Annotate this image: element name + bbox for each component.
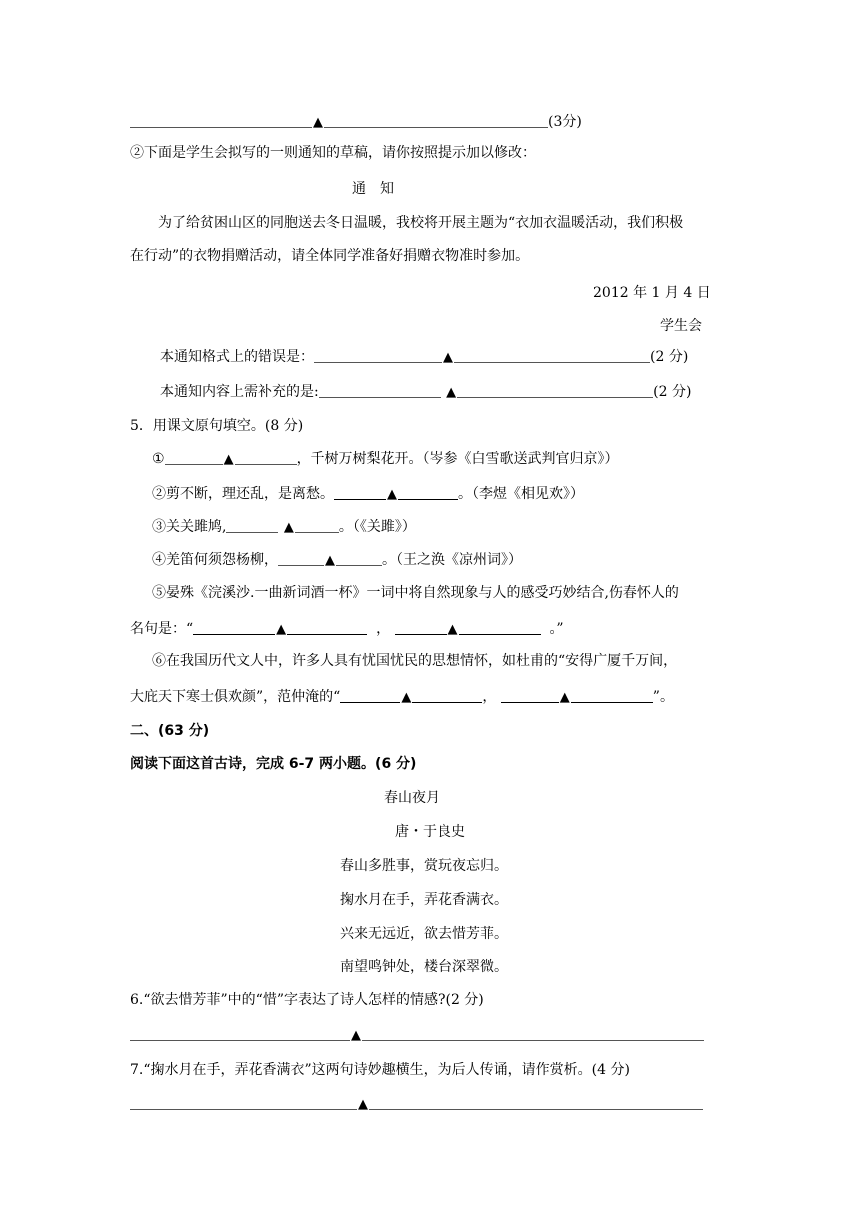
poem-line-2: 掬水月在手，弄花香满衣。	[340, 892, 508, 908]
question-6: 6.“欲去惜芳菲”中的“惜”字表达了诗人怎样的情感?(2 分)	[130, 992, 484, 1008]
score-label: (2 分)	[650, 349, 689, 365]
fill-blank-3[interactable]	[152, 517, 416, 538]
poem-line-3: 兴来无远近，欲去惜芳菲。	[340, 926, 508, 942]
fill-blank-5[interactable]	[130, 619, 564, 640]
answer-line-q7[interactable]	[130, 1094, 703, 1115]
answer-marker: ▲	[387, 487, 397, 502]
score-label: (2 分)	[653, 384, 692, 400]
notice-paragraph-2: 在行动”的衣物捐赠活动，请全体同学准备好捐赠衣物准时参加。	[130, 248, 530, 264]
blank-suffix: ，千树万树梨花开。（岑参《白雪歌送武判官归京》）	[296, 451, 619, 467]
content-supplement-question[interactable]	[160, 382, 691, 403]
poem-title: 春山夜月	[384, 790, 440, 806]
blank-prefix: ④羌笛何须怨杨柳，	[152, 552, 278, 568]
blank-suffix: 。（《关雎》）	[338, 519, 416, 535]
answer-marker: ▲	[223, 452, 234, 467]
answer-line-3[interactable]	[130, 112, 582, 133]
poem-line-4: 南望鸣钟处，楼台深翠微。	[340, 959, 508, 975]
format-error-label: 本通知格式上的错误是：	[160, 349, 314, 365]
content-supplement-label: 本通知内容上需补充的是:	[160, 384, 319, 400]
fill-blank-2[interactable]	[152, 484, 584, 505]
answer-marker: ▲	[325, 553, 335, 568]
question-5-6-text: ⑥在我国历代文人中，许多人具有忧国忧民的思想情怀，如杜甫的“安得广厦千万间，	[152, 653, 678, 669]
question-5-5-text: ⑤晏殊《浣溪沙.一曲新词酒一杯》一词中将自然现象与人的感受巧妙结合,伤春怀人的	[152, 585, 679, 601]
poem-author: 唐・于良史	[395, 824, 465, 840]
fill-blank-1[interactable]	[152, 449, 619, 470]
question-text: ②下面是学生会拟写的一则通知的草稿，请你按照提示加以修改：	[130, 145, 536, 161]
answer-marker: ▲	[559, 690, 570, 705]
blank-prefix: ②剪不断，理还乱，是离愁。	[152, 486, 334, 502]
answer-marker: ▲	[351, 1028, 361, 1043]
notice-title: 通 知	[352, 181, 394, 197]
reading-instruction: 阅读下面这首古诗，完成 6-7 两小题。(6 分)	[130, 756, 417, 772]
question-5-title: 5．用课文原句填空。(8 分)	[130, 418, 304, 434]
question-7: 7.“掬水月在手，弄花香满衣”这两句诗妙趣横生，为后人传诵，请作赏析。(4 分)	[130, 1062, 630, 1078]
blank-separator: ，	[376, 621, 391, 637]
poem-line-1: 春山多胜事，赏玩夜忘归。	[340, 858, 508, 874]
notice-signature: 学生会	[660, 318, 702, 334]
blank-prefix: 大庇天下寒士俱欢颜”，范仲淹的“	[130, 689, 341, 705]
fill-blank-6[interactable]	[130, 687, 674, 708]
answer-line-q6[interactable]	[130, 1025, 704, 1046]
answer-marker: ▲	[446, 385, 457, 400]
section-2-heading: 二、(63 分)	[130, 723, 210, 739]
fill-blank-4[interactable]	[152, 550, 522, 571]
item-number: ①	[152, 451, 165, 467]
answer-marker: ▲	[276, 622, 287, 637]
blank-suffix: ”。	[652, 689, 674, 705]
blank-suffix: 。（王之涣《凉州词》）	[382, 552, 522, 568]
blank-separator: ，	[482, 689, 497, 705]
format-error-question[interactable]	[160, 347, 688, 368]
answer-marker: ▲	[283, 520, 294, 535]
blank-suffix: 。（李煜《相见欢》）	[458, 486, 584, 502]
blank-prefix: ③关关雎鸠,	[152, 519, 227, 535]
score-label: (3分)	[548, 114, 582, 130]
answer-marker: ▲	[313, 115, 323, 130]
answer-marker: ▲	[358, 1097, 368, 1112]
notice-paragraph-1: 为了给贫困山区的同胞送去冬日温暖，我校将开展主题为“衣加衣温暖活动，我们积极	[158, 215, 684, 231]
answer-marker: ▲	[447, 622, 458, 637]
notice-date: 2012 年 1 月 4 日	[593, 285, 711, 301]
answer-marker: ▲	[401, 690, 412, 705]
blank-prefix: 名句是：“	[130, 621, 194, 637]
answer-marker: ▲	[443, 350, 453, 365]
blank-suffix: 。”	[549, 621, 564, 637]
